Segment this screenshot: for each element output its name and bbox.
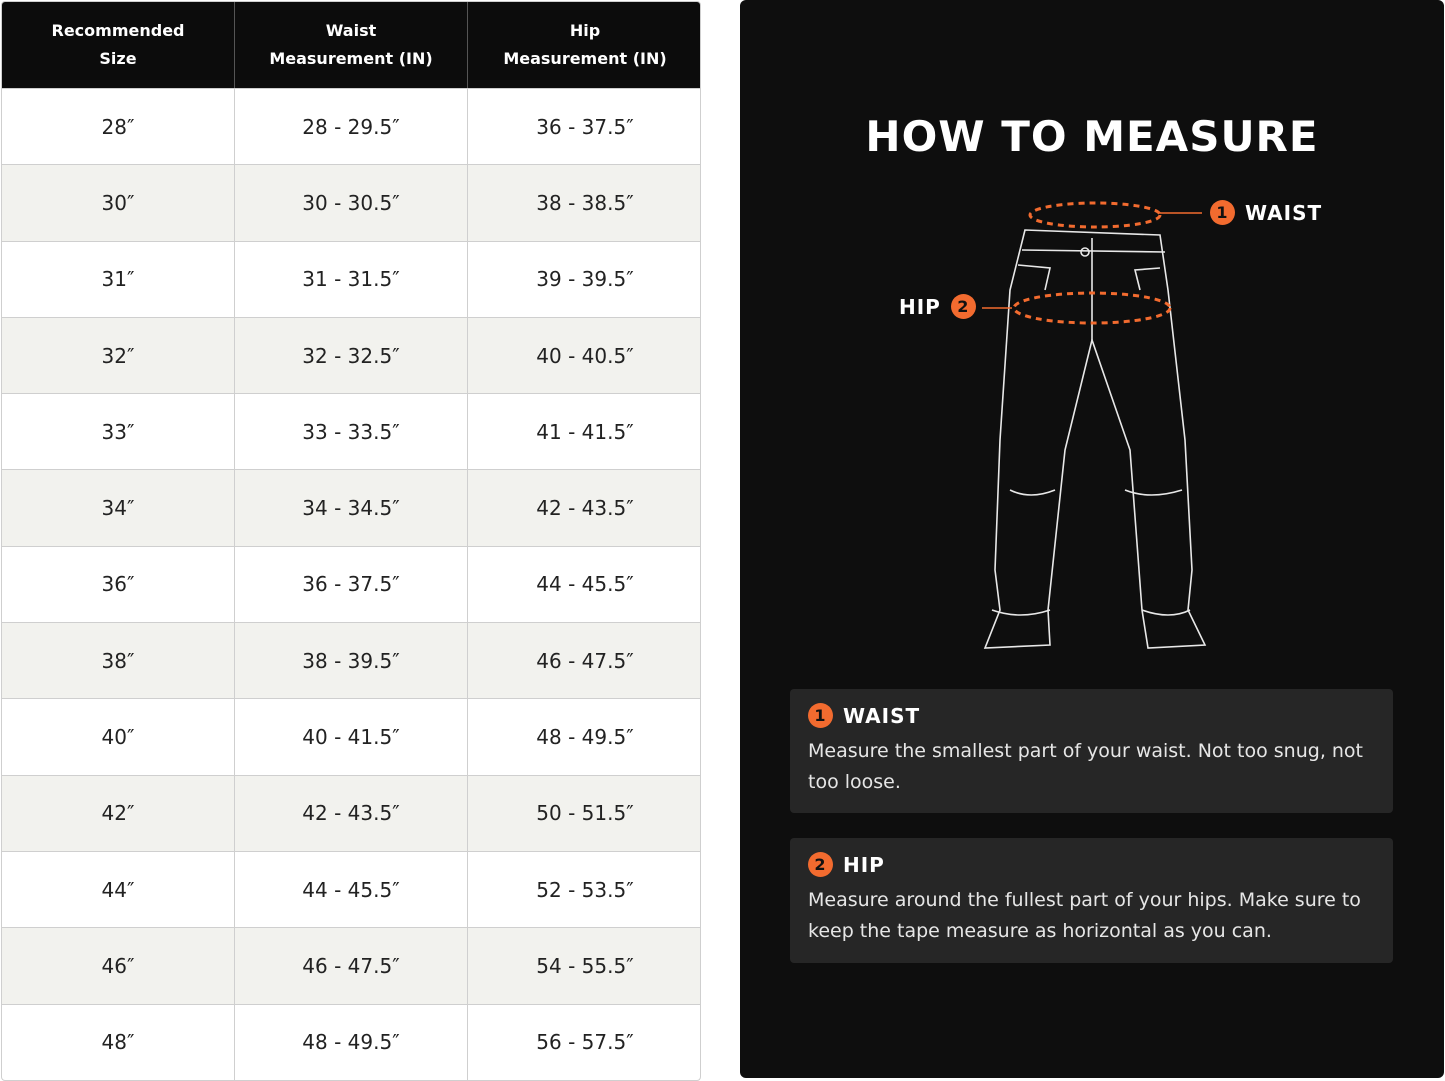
table-cell: 38 - 38.5″ [467, 165, 701, 240]
panel-title: HOW TO MEASURE [865, 112, 1319, 161]
table-row [2, 775, 700, 851]
table-cell: 42 - 43.5″ [234, 776, 467, 851]
column-header-line: Hip [569, 21, 601, 40]
hip-card-title: HIP [843, 852, 885, 877]
table-cell: 33″ [101, 419, 135, 444]
table-cell: 44 - 45.5″ [234, 852, 467, 927]
size-chart-table [1, 1, 701, 1081]
table-cell: 48 - 49.5″ [234, 1005, 467, 1080]
waist-card-title: WAIST [843, 703, 921, 728]
table-cell: 36 - 37.5″ [467, 89, 701, 164]
table-cell: 34 - 34.5″ [234, 470, 467, 545]
table-cell: 39 - 39.5″ [467, 242, 701, 317]
table-row [2, 317, 700, 393]
table-row [2, 851, 700, 927]
table-cell: 36″ [101, 572, 135, 597]
column-header-line: Measurement (IN) [269, 49, 433, 68]
column-header-line: Measurement (IN) [503, 49, 667, 68]
table-cell: 36 - 37.5″ [234, 547, 467, 622]
table-row [2, 698, 700, 774]
table-cell: 40″ [101, 725, 135, 750]
hip-card-description: Measure around the fullest part of your hips. Make sure to keep the tape measure as horizontal as you can. [808, 889, 1361, 942]
table-row [2, 927, 700, 1003]
table-row [2, 164, 700, 240]
table-cell: 41 - 41.5″ [467, 394, 701, 469]
column-header-line: Recommended [51, 21, 185, 40]
waist-card-badge: 1 [808, 703, 833, 728]
table-row [2, 469, 700, 545]
table-cell: 48″ [101, 1030, 135, 1055]
table-cell: 46 - 47.5″ [467, 623, 701, 698]
column-header [467, 2, 701, 88]
pants-illustration [970, 190, 1230, 660]
table-cell: 30 - 30.5″ [234, 165, 467, 240]
hip-card-badge: 2 [808, 852, 833, 877]
waist-callout-label: WAIST [1245, 200, 1323, 225]
table-cell: 28 - 29.5″ [234, 89, 467, 164]
table-cell: 33 - 33.5″ [234, 394, 467, 469]
table-cell: 54 - 55.5″ [467, 928, 701, 1003]
column-header [2, 2, 234, 88]
table-row [2, 88, 700, 164]
table-row [2, 546, 700, 622]
table-cell: 48 - 49.5″ [467, 699, 701, 774]
column-header-line: Waist [325, 21, 377, 40]
waist-card-description: Measure the smallest part of your waist. Not too snug, not too loose. [808, 740, 1364, 793]
table-cell: 56 - 57.5″ [467, 1005, 701, 1080]
table-cell: 52 - 53.5″ [467, 852, 701, 927]
waist-callout [1210, 200, 1322, 225]
table-row [2, 393, 700, 469]
table-cell: 31 - 31.5″ [234, 242, 467, 317]
table-header-row [2, 2, 700, 88]
table-cell: 38 - 39.5″ [234, 623, 467, 698]
hip-number-badge: 2 [951, 294, 976, 319]
table-cell: 28″ [101, 114, 135, 139]
table-cell: 46 - 47.5″ [234, 928, 467, 1003]
table-row [2, 622, 700, 698]
table-cell: 42 - 43.5″ [467, 470, 701, 545]
waist-number-badge: 1 [1210, 200, 1235, 225]
table-cell: 50 - 51.5″ [467, 776, 701, 851]
table-cell: 38″ [101, 648, 135, 673]
hip-callout [899, 294, 976, 319]
table-cell: 32″ [101, 343, 135, 368]
table-cell: 44 - 45.5″ [467, 547, 701, 622]
hip-info-card [790, 838, 1393, 963]
how-to-measure-panel [740, 0, 1444, 1078]
table-row [2, 1004, 700, 1080]
table-cell: 30″ [101, 190, 135, 215]
waist-info-card [790, 689, 1393, 813]
table-row [2, 241, 700, 317]
table-cell: 44″ [101, 877, 135, 902]
table-cell: 42″ [101, 801, 135, 826]
table-cell: 34″ [101, 496, 135, 521]
table-cell: 40 - 40.5″ [467, 318, 701, 393]
table-cell: 32 - 32.5″ [234, 318, 467, 393]
table-cell: 31″ [101, 267, 135, 292]
hip-callout-label: HIP [899, 294, 941, 319]
column-header [234, 2, 467, 88]
column-header-line: Size [99, 49, 137, 68]
table-cell: 40 - 41.5″ [234, 699, 467, 774]
table-cell: 46″ [101, 953, 135, 978]
